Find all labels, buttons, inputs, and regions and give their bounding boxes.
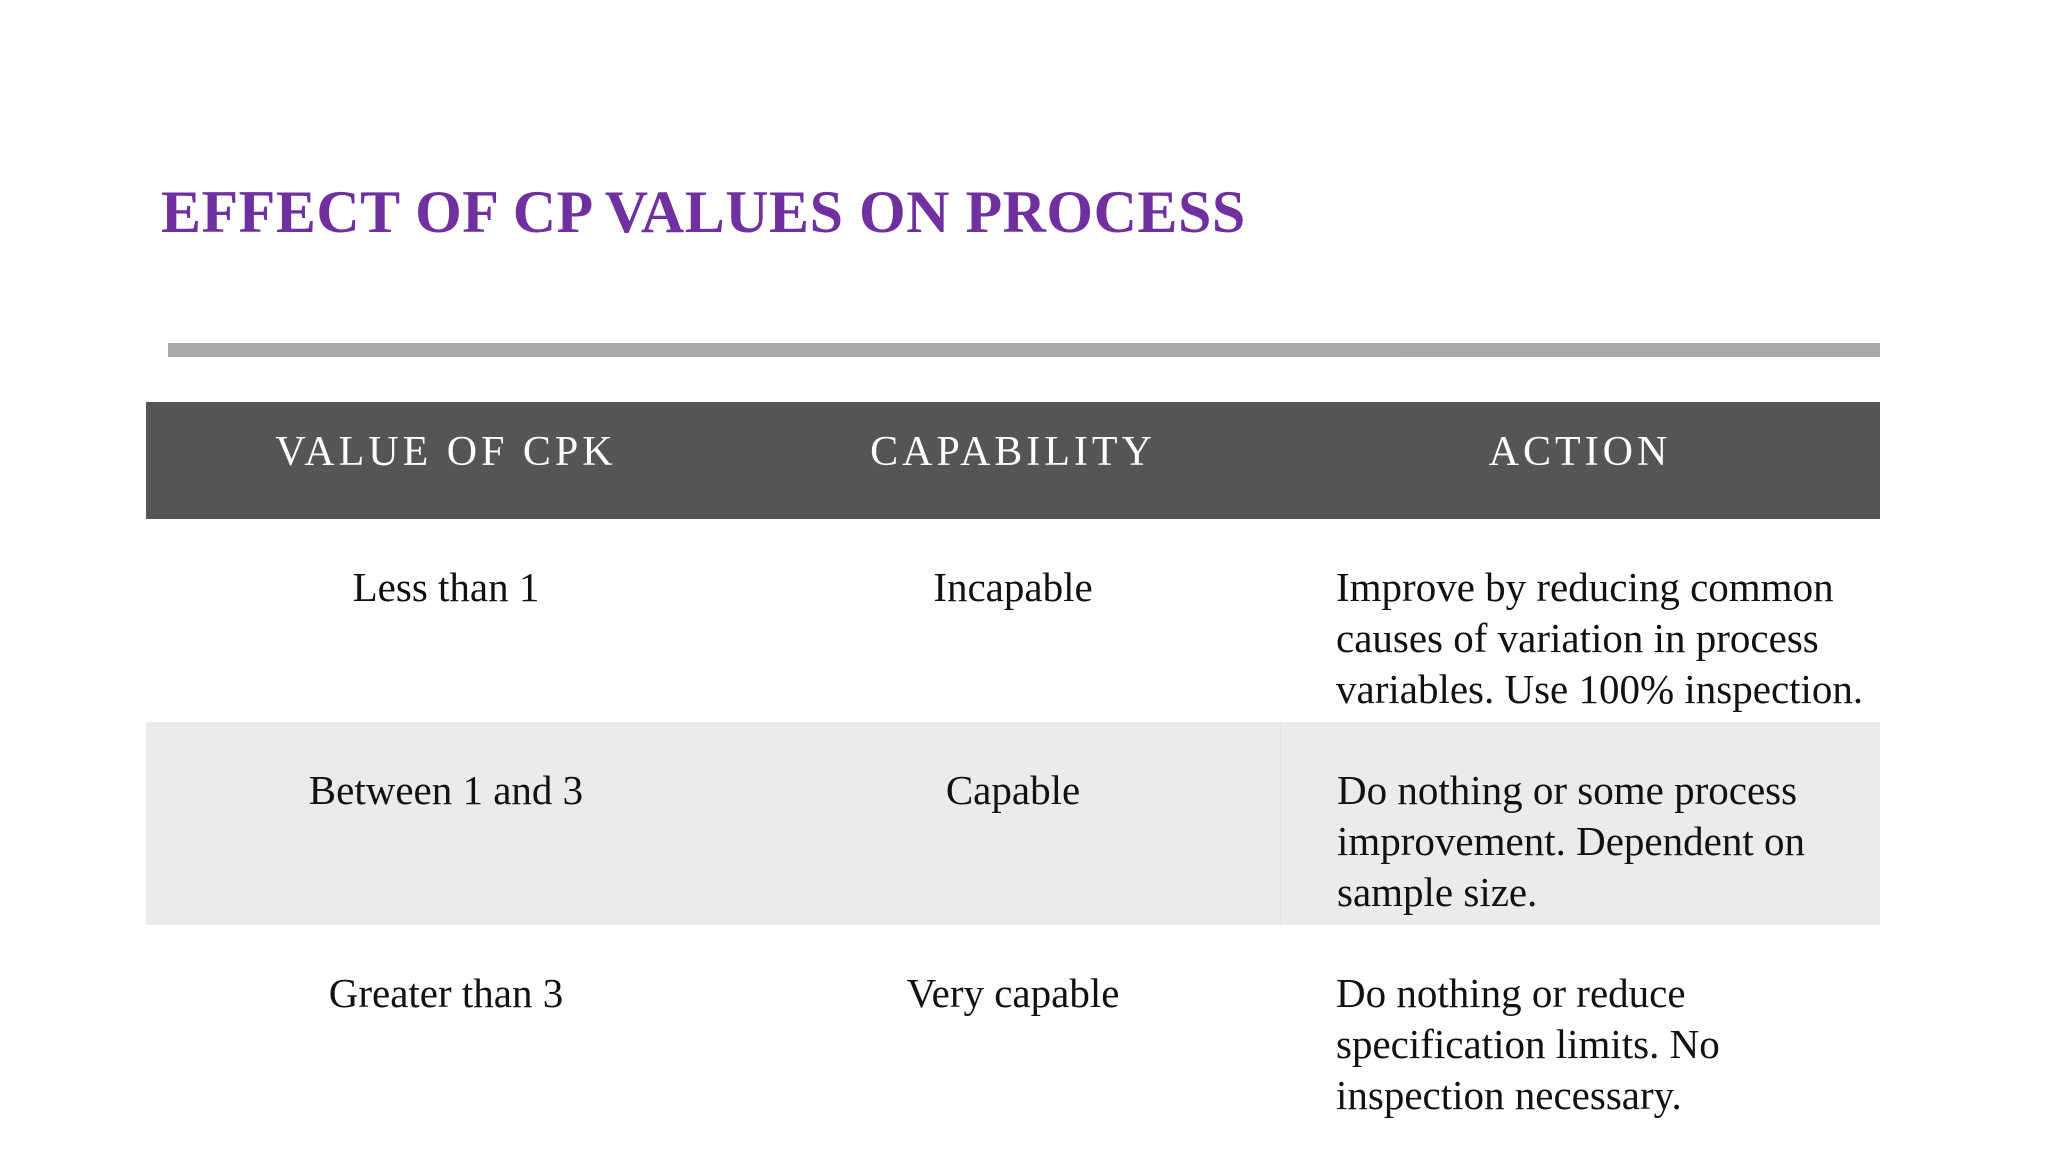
table-header-row [146,402,1880,519]
title-divider [168,343,1880,357]
table-row [146,925,1880,1135]
cell-action [1280,722,1880,925]
slide-title: EFFECT OF CP VALUES ON PROCESS [161,179,1246,245]
cell-action-text: Improve by reducing common causes of variation in process variables. Use 100% inspection. [1336,564,1864,712]
cell-value: Less than 1 [352,564,540,610]
cell-value: Between 1 and 3 [308,767,584,813]
cell-action-text: Do nothing or some process improvement. Dependent on sample size. [1337,767,1805,915]
cpk-table [146,402,1880,1135]
cell-action [1280,925,1880,1135]
cell-capability: Capable [945,767,1081,813]
cell-capability: Very capable [906,970,1120,1016]
table-row [146,722,1880,925]
header-action: ACTION [1488,429,1672,475]
table-row [146,519,1880,722]
cell-action-text: Do nothing or reduce specification limits. No inspection necessary. [1336,970,1720,1118]
header-value-of-cpk: VALUE OF CPK [275,429,617,475]
cell-capability: Incapable [933,564,1093,610]
cell-action [1280,519,1880,722]
header-capability: CAPABILITY [870,429,1156,475]
cell-value: Greater than 3 [328,970,564,1016]
